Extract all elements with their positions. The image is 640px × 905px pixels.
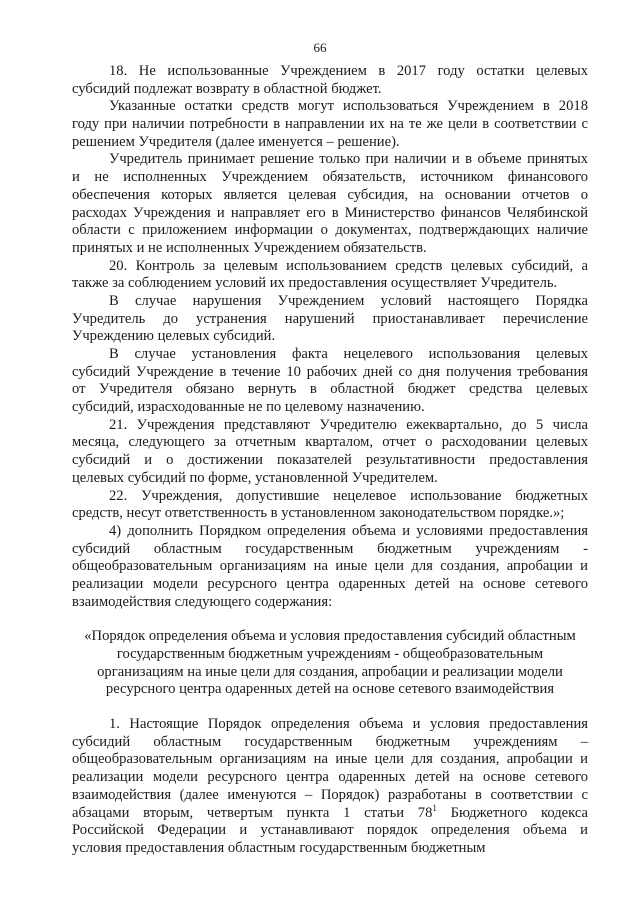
footnote-marker: 1 — [432, 802, 437, 813]
text-line: реализации модели ресурсного центра одаренных детей на основе сетевого — [72, 575, 588, 592]
text-line: субсидий и о достижении показателей результативности предоставления — [72, 452, 588, 469]
paragraph — [72, 488, 588, 523]
text-line: Учредитель принимает решение только при наличии и в объеме принятых — [109, 151, 588, 168]
text-line: от Учредителя обязано вернуть в областной бюджет средства целевых — [72, 381, 588, 398]
paragraph — [72, 716, 588, 858]
text-run: абзацами вторым, четвертым пункта 1 статьи 78 — [72, 804, 433, 821]
paragraph — [72, 417, 588, 488]
text-line: общеобразовательным организациям на иные цели для создания, апробации и — [72, 751, 588, 768]
paragraph — [72, 63, 588, 98]
text-line: Учреждению целевых субсидий. — [72, 328, 276, 345]
text-line: субсидий Учреждение в течение 10 рабочих дней со дня получения требования — [72, 363, 588, 380]
text-line: 18. Не использованные Учреждением в 2017 году остатки целевых — [109, 63, 588, 79]
title-line: государственным бюджетным учреждениям - общеобразовательным — [116, 646, 544, 662]
text-line: и не исполненных Учреждением обязательств, источником финансового — [72, 169, 588, 186]
text-line: месяца, следующего за отчетным кварталом, отчет о расходовании целевых — [72, 434, 588, 451]
text-line — [72, 802, 588, 823]
text-line: году при наличии потребности в направлении их на те же цели в соответствии с — [72, 116, 588, 133]
text-line — [72, 822, 588, 840]
paragraph — [72, 293, 588, 346]
text-line: взаимодействия (далее именуются – Порядок) разработаны в соответствии с — [72, 786, 588, 803]
title-line: организациям на иные цели для создания, апробации и реализации модели — [97, 663, 563, 680]
document-body — [72, 63, 588, 858]
title-line: «Порядок определения объема и условия предоставления субсидий областным — [84, 628, 576, 645]
text-line: 20. Контроль за целевым использованием средств целевых субсидий, а — [109, 257, 588, 274]
text-line: субсидий подлежат возврату в областной бюджет. — [72, 80, 382, 97]
text-line: области с приложением информации о документах, подтверждающих наличие — [72, 222, 588, 239]
text-line: Учредитель до устранения нарушений приостанавливает перечисление — [72, 310, 588, 327]
text-line: условия предоставления областным государственным бюджетным — [72, 839, 486, 856]
text-line: субсидий, израсходованные не по целевому назначению. — [72, 399, 425, 416]
text-line: В случае установления факта нецелевого использования целевых — [109, 346, 588, 362]
text-line: решением Учредителя (далее именуется – решение). — [72, 133, 400, 150]
text-run: Российской — [72, 822, 158, 839]
paragraph — [72, 151, 588, 257]
text-line: 21. Учреждения представляют Учредителю ежеквартально, до 5 числа — [109, 416, 588, 433]
title-line: ресурсного центра одаренных детей на основе сетевого взаимодействия — [105, 681, 555, 698]
section-title — [72, 628, 588, 699]
text-line: обеспечения которых является целевая субсидия, на основании отчетов о — [72, 186, 588, 203]
text-line: реализации модели ресурсного центра одаренных детей на основе сетевого — [72, 769, 588, 786]
paragraph — [72, 258, 588, 293]
text-line: общеобразовательным организациям на иные цели для создания, апробации и — [72, 558, 588, 575]
paragraph — [72, 346, 588, 417]
text-line: средств, несут ответственность в установленном законодательством порядке.»; — [72, 505, 565, 522]
text-line: также за соблюдением условий их предоставления осуществляет Учредитель. — [72, 275, 558, 292]
paragraph — [72, 98, 588, 151]
text-line: 22. Учреждения, допустившие нецелевое использование бюджетных — [109, 487, 588, 504]
text-run: Бюджетного кодекса — [436, 804, 588, 821]
text-run: Федерации и устанавливают порядок определения объема и — [157, 822, 588, 839]
text-line: субсидий областным государственным бюджетным учреждениям - — [72, 540, 588, 557]
text-line: субсидий областным государственным бюджетным учреждениям – — [72, 733, 588, 750]
text-line: принятых и не исполненных Учреждением обязательств. — [72, 239, 427, 256]
text-line: В случае нарушения Учреждением условий настоящего Порядка — [109, 292, 588, 309]
text-line: целевых субсидий по форме, установленной Учредителем. — [72, 469, 438, 486]
section-gap — [72, 611, 588, 628]
page-number: 66 — [313, 40, 327, 55]
text-line: расходах Учреждения и направляет его в Министерство финансов Челябинской — [72, 204, 588, 221]
text-line: 4) дополнить Порядком определения объема и условиями предоставления — [109, 522, 588, 539]
text-line: взаимодействия следующего содержания: — [72, 593, 333, 610]
text-line: 1. Настоящие Порядок определения объема и условия предоставления — [109, 716, 588, 733]
section-gap — [72, 699, 588, 716]
text-line: Указанные остатки средств могут использоваться Учреждением в 2018 — [109, 98, 588, 115]
paragraph — [72, 523, 588, 611]
